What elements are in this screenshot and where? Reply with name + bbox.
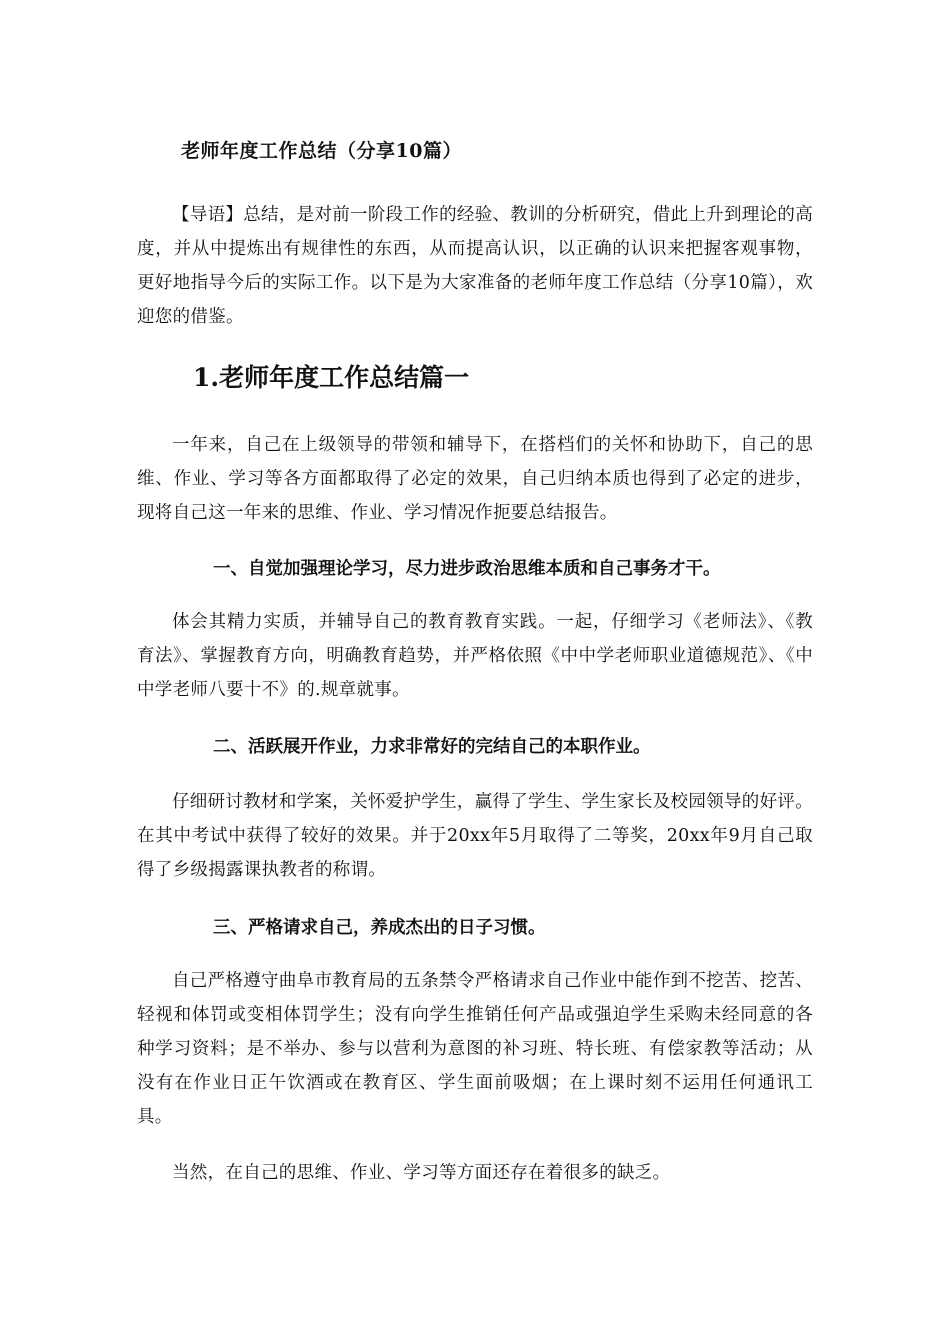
sub-heading-1: 一、自觉加强理论学习，尽力进步政治思维本质和自己事务才干。: [213, 559, 721, 579]
sub-heading-3: 三、严格请求自己，养成杰出的日子习惯。: [213, 918, 546, 938]
section-heading: 1.老师年度工作总结篇一: [193, 363, 470, 392]
body-paragraph-3: 仔细研讨教材和学案，关怀爱护学生，赢得了学生、学生家长及校园领导的好评。在其中考试中获得了较好的效果。并于20xx年5月取得了二等奖，20xx年9月自己取得了乡级揭露课执教者的称谓。: [137, 792, 813, 880]
sub-heading-2: 二、活跃展开作业，力求非常好的完结自己的本职作业。: [213, 737, 651, 757]
body-paragraph-5: 当然，在自己的思维、作业、学习等方面还存在着很多的缺乏。: [172, 1163, 671, 1183]
body-paragraph-1: 一年来，自己在上级领导的带领和辅导下，在搭档们的关怀和协助下，自己的思维、作业、学习等各方面都取得了必定的效果，自己归纳本质也得到了必定的进步，现将自己这一年来的思维、作业、学习情况作扼要总结报告。: [137, 435, 813, 523]
body-paragraph-4: 自己严格遵守曲阜市教育局的五条禁令严格请求自己作业中能作到不挖苦、挖苦、轻视和体罚或变相体罚学生；没有向学生推销任何产品或强迫学生采购未经同意的各种学习资料；是不举办、参与以营利为意图的补习班、特长班、有偿家教等活动；从没有在作业日正午饮酒或在教育区、学生面前吸烟；在上课时刻不运用任何通讯工具。: [137, 971, 813, 1127]
document-title: 老师年度工作总结（分享10篇）: [181, 140, 462, 162]
intro-paragraph: 【导语】总结，是对前一阶段工作的经验、教训的分析研究，借此上升到理论的高度，并从中提炼出有规律性的东西，从而提高认识，以正确的认识来把握客观事物，更好地指导今后的实际工作。以下是为大家准备的老师年度工作总结（分享10篇），欢迎您的借鉴。: [137, 205, 813, 327]
body-paragraph-2: 体会其精力实质，并辅导自己的教育教育实践。一起，仔细学习《老师法》、《教育法》、掌握教育方向，明确教育趋势，并严格依照《中中学老师职业道德规范》、《中中学老师八要十不》的.规章就事。: [137, 612, 813, 700]
